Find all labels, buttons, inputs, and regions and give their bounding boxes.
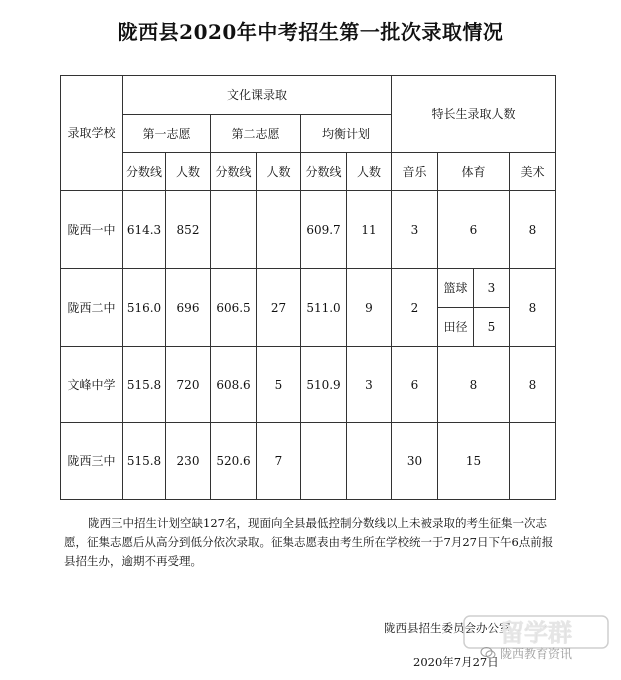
header-culture: 文化课录取	[123, 76, 392, 115]
cell-balanced-count: 9	[347, 269, 392, 347]
document-title: 陇西县2020年中考招生第一批次录取情况	[117, 20, 504, 44]
header-count: 人数	[166, 153, 211, 191]
cell-first-score: 614.3	[123, 191, 166, 269]
table-row	[61, 423, 556, 500]
cell-art	[510, 423, 556, 500]
header-score: 分数线	[301, 153, 347, 191]
cell-first-count: 720	[166, 347, 211, 423]
header-art: 美术	[510, 153, 556, 191]
header-first-choice: 第一志愿	[123, 115, 211, 153]
cell-second-count: 5	[257, 347, 301, 423]
cell-first-count: 852	[166, 191, 211, 269]
cell-first-count: 696	[166, 269, 211, 347]
school-name: 陇西一中	[61, 191, 123, 269]
header-count: 人数	[257, 153, 301, 191]
cell-balanced-score: 511.0	[301, 269, 347, 347]
school-name: 陇西二中	[61, 269, 123, 347]
header-score: 分数线	[123, 153, 166, 191]
school-name: 文峰中学	[61, 347, 123, 423]
cell-second-count	[257, 191, 301, 269]
cell-sports: 8	[438, 347, 510, 423]
cell-balanced-count: 11	[347, 191, 392, 269]
cell-sport-name: 篮球	[438, 269, 474, 308]
header-count: 人数	[347, 153, 392, 191]
cell-sports: 15	[438, 423, 510, 500]
header-score: 分数线	[211, 153, 257, 191]
admission-table	[60, 75, 556, 500]
school-name: 陇西三中	[61, 423, 123, 500]
cell-sport-count: 5	[474, 308, 510, 347]
cell-first-count: 230	[166, 423, 211, 500]
cell-sports: 6	[438, 191, 510, 269]
cell-sport-count: 3	[474, 269, 510, 308]
cell-second-score: 608.6	[211, 347, 257, 423]
header-second-choice: 第二志愿	[211, 115, 301, 153]
header-music: 音乐	[392, 153, 438, 191]
cell-second-score	[211, 191, 257, 269]
header-balanced-plan: 均衡计划	[301, 115, 392, 153]
cell-art: 8	[510, 347, 556, 423]
cell-balanced-score: 510.9	[301, 347, 347, 423]
wechat-icon	[480, 646, 496, 660]
cell-music: 30	[392, 423, 438, 500]
cell-first-score: 516.0	[123, 269, 166, 347]
cell-balanced-score	[301, 423, 347, 500]
cell-music: 6	[392, 347, 438, 423]
cell-second-count: 27	[257, 269, 301, 347]
cell-first-score: 515.8	[123, 347, 166, 423]
cell-balanced-score: 609.7	[301, 191, 347, 269]
notice-paragraph: 陇西三中招生计划空缺127名，现面向全县最低控制分数线以上未被录取的考生征集一次志愿，征集志愿后从高分到低分依次录取。征集志愿表由考生所在学校统一于7月27日下午6点前报县招生办，逾期不再受理。	[64, 516, 554, 568]
watermark-caption: 陇西教育资讯	[500, 647, 573, 661]
header-school: 录取学校	[61, 76, 123, 191]
cell-balanced-count	[347, 423, 392, 500]
table-row	[61, 191, 556, 269]
cell-second-score: 520.6	[211, 423, 257, 500]
issuer-name: 陇西县招生委员会办公室	[384, 621, 511, 635]
table-row	[61, 269, 556, 308]
watermark-badge-text: 留学群	[500, 619, 572, 647]
cell-art: 8	[510, 269, 556, 347]
table-row	[61, 347, 556, 423]
header-sports: 体育	[438, 153, 510, 191]
cell-second-score: 606.5	[211, 269, 257, 347]
cell-second-count: 7	[257, 423, 301, 500]
cell-art: 8	[510, 191, 556, 269]
cell-first-score: 515.8	[123, 423, 166, 500]
cell-music: 2	[392, 269, 438, 347]
header-specialty: 特长生录取人数	[392, 76, 556, 153]
cell-balanced-count: 3	[347, 347, 392, 423]
cell-sport-name: 田径	[438, 308, 474, 347]
issue-date: 2020年7月27日	[413, 655, 499, 669]
cell-music: 3	[392, 191, 438, 269]
